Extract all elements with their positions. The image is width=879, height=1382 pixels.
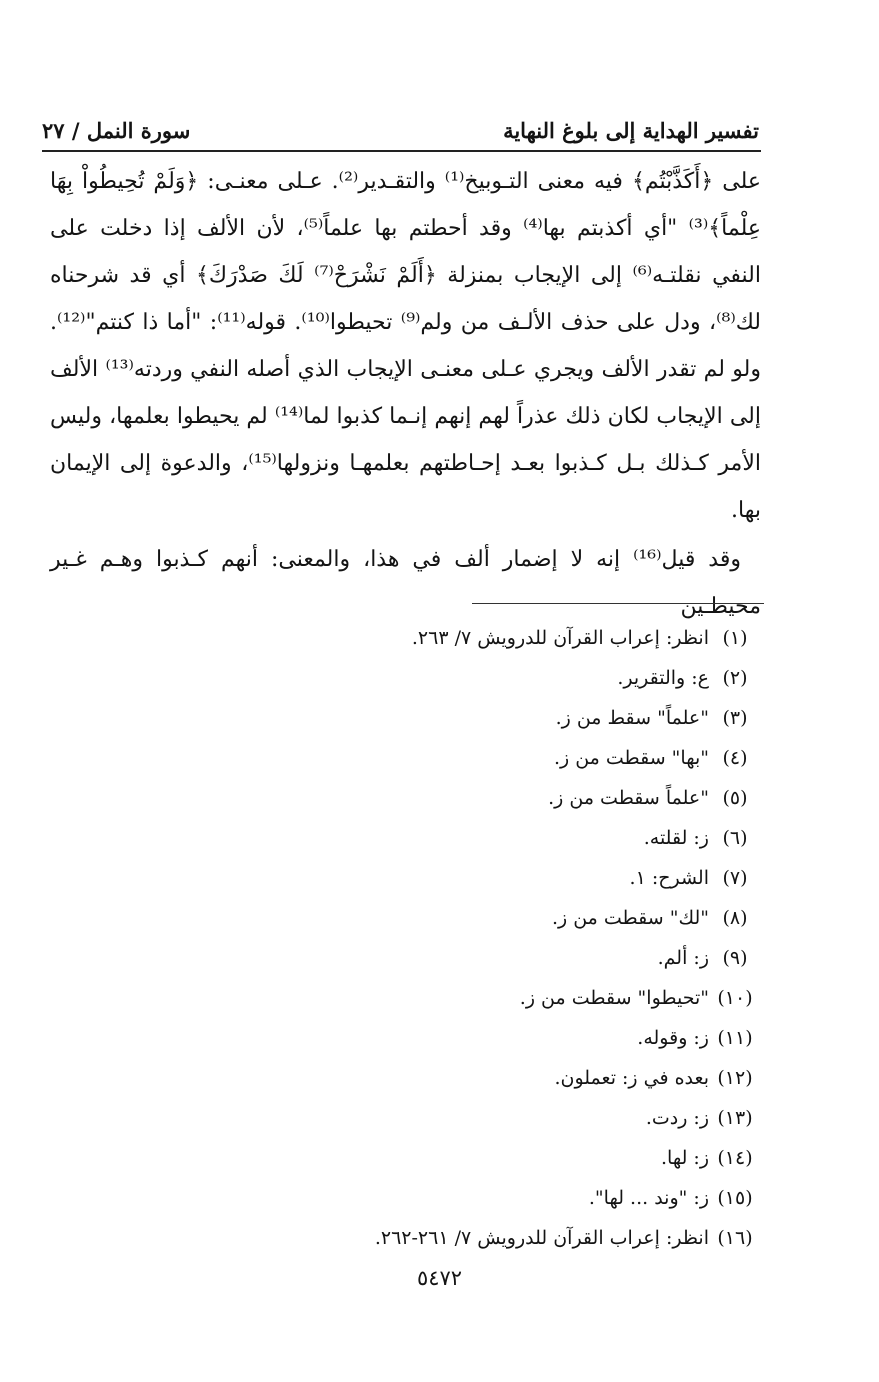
footnote-item — [120, 978, 761, 1018]
footnote-item — [120, 898, 761, 938]
footnote-number: (٥) — [722, 787, 748, 809]
footnote-item — [120, 1058, 761, 1098]
footnote-text: انظر: إعراب القرآن للدرويش ٧/ ٢٦١-٢٦٢. — [374, 1227, 709, 1249]
footnote-text: "تحيطوا" سقطت من ز. — [519, 987, 709, 1009]
footnote-text: ز: وقوله. — [637, 1027, 709, 1049]
footnote-text: ز: ردت. — [645, 1107, 709, 1129]
footnote-text: ز: "وند ... لها". — [588, 1187, 709, 1209]
footnote-item — [120, 938, 761, 978]
footnote-text: ع: والتقرير. — [617, 667, 709, 689]
footnote-number: (١) — [722, 627, 748, 649]
footnote-number: (١١) — [717, 1027, 753, 1049]
footnote-item — [120, 1218, 761, 1258]
footnote-text: "علماً سقطت من ز. — [548, 787, 709, 809]
footnote-text: بعده في ز: تعملون. — [554, 1067, 709, 1089]
footnote-item — [120, 1018, 761, 1058]
footnote-number: (١٤) — [717, 1147, 753, 1169]
footnote-number: (٢) — [722, 667, 748, 689]
footnote-text: ز: لها. — [661, 1147, 709, 1169]
footnote-item — [120, 738, 761, 778]
footnote-text: "بها" سقطت من ز. — [553, 747, 709, 769]
footnote-text: ز: ألم. — [657, 947, 709, 969]
footnote-item — [120, 818, 761, 858]
footnote-item — [120, 1178, 761, 1218]
footnote-number: (١٦) — [717, 1227, 753, 1249]
footnote-number: (٣) — [722, 707, 748, 729]
footnote-text: الشرح: ١. — [629, 867, 709, 889]
footnote-item — [120, 858, 761, 898]
footnote-text: "علماً" سقط من ز. — [555, 707, 709, 729]
footnote-separator — [472, 603, 764, 604]
footnote-number: (٦) — [722, 827, 748, 849]
footnote-item — [120, 698, 761, 738]
footnote-number: (١٠) — [717, 987, 753, 1009]
footnote-item — [120, 778, 761, 818]
paragraph: على ﴿أَكَذَّبْتُم﴾ فيه معنى التـوبيخ⁽¹⁾ والتقـدير⁽²⁾. عـلى معنـى: ﴿وَلَمْ تُحِيطُواْ بِهَا عِلْماً﴾⁽³⁾ "أي أكذبتم بها⁽⁴⁾ وقد أحطتم بها علماً⁽⁵⁾، لأن الألف إذا دخلت على النفي نقلتـه⁽⁶⁾ إلى الإيجاب بمنزلة ﴿أَلَمْ نَشْرَحْ⁽⁷⁾ لَكَ صَدْرَكَ﴾ أي قد شرحناه لك⁽⁸⁾، ودل على حذف الألـف من ولم⁽⁹⁾ تحيطوا⁽¹⁰⁾. قوله⁽¹¹⁾: "أما ذا كنتم"⁽¹²⁾. ولو لم تقدر الألف ويجري عـلى معنـى الإيجاب الذي أصله النفي وردته⁽¹³⁾ الألف إلى الإيجاب لكان ذلك عذراً لهم إنهم إنـما كذبوا لما⁽¹⁴⁾ لم يحيطوا بعلمها، وليس الأمر كـذلك بـل كـذبوا بعـد إحـاطتهم بعلمهـا ونزولها⁽¹⁵⁾، والدعوة إلى الإيمان بها. — [50, 169, 761, 523]
page-number: ٥٤٧٢ — [416, 1266, 463, 1290]
book-title: تفسير الهداية إلى بلوغ النهاية — [503, 117, 759, 143]
footnote-item — [120, 1138, 761, 1178]
running-header — [42, 112, 759, 148]
footnote-number: (١٥) — [717, 1187, 753, 1209]
main-text — [50, 158, 761, 630]
footnote-number: (٨) — [722, 907, 748, 929]
footnote-number: (٩) — [722, 947, 748, 969]
footnote-number: (٤) — [722, 747, 748, 769]
footnote-number: (١٢) — [717, 1067, 753, 1089]
footnote-number: (٧) — [722, 867, 748, 889]
footnote-item — [120, 618, 761, 658]
footnote-number: (١٣) — [717, 1107, 753, 1129]
header-rule — [42, 150, 761, 152]
footnote-item — [120, 1098, 761, 1138]
footnote-text: "لك" سقطت من ز. — [551, 907, 709, 929]
footnote-item — [120, 658, 761, 698]
footnote-text: ز: لقلته. — [643, 827, 709, 849]
footnotes-list — [120, 618, 761, 1258]
footnote-text: انظر: إعراب القرآن للدرويش ٧/ ٢٦٣. — [411, 627, 709, 649]
surah-page-label: سورة النمل / ٢٧ — [42, 117, 191, 143]
paragraph: وقد قيل⁽¹⁶⁾ إنه لا إضمار ألف في هذا، والمعنى: أنهم كـذبوا وهـم غـير محيطـين — [50, 547, 761, 619]
